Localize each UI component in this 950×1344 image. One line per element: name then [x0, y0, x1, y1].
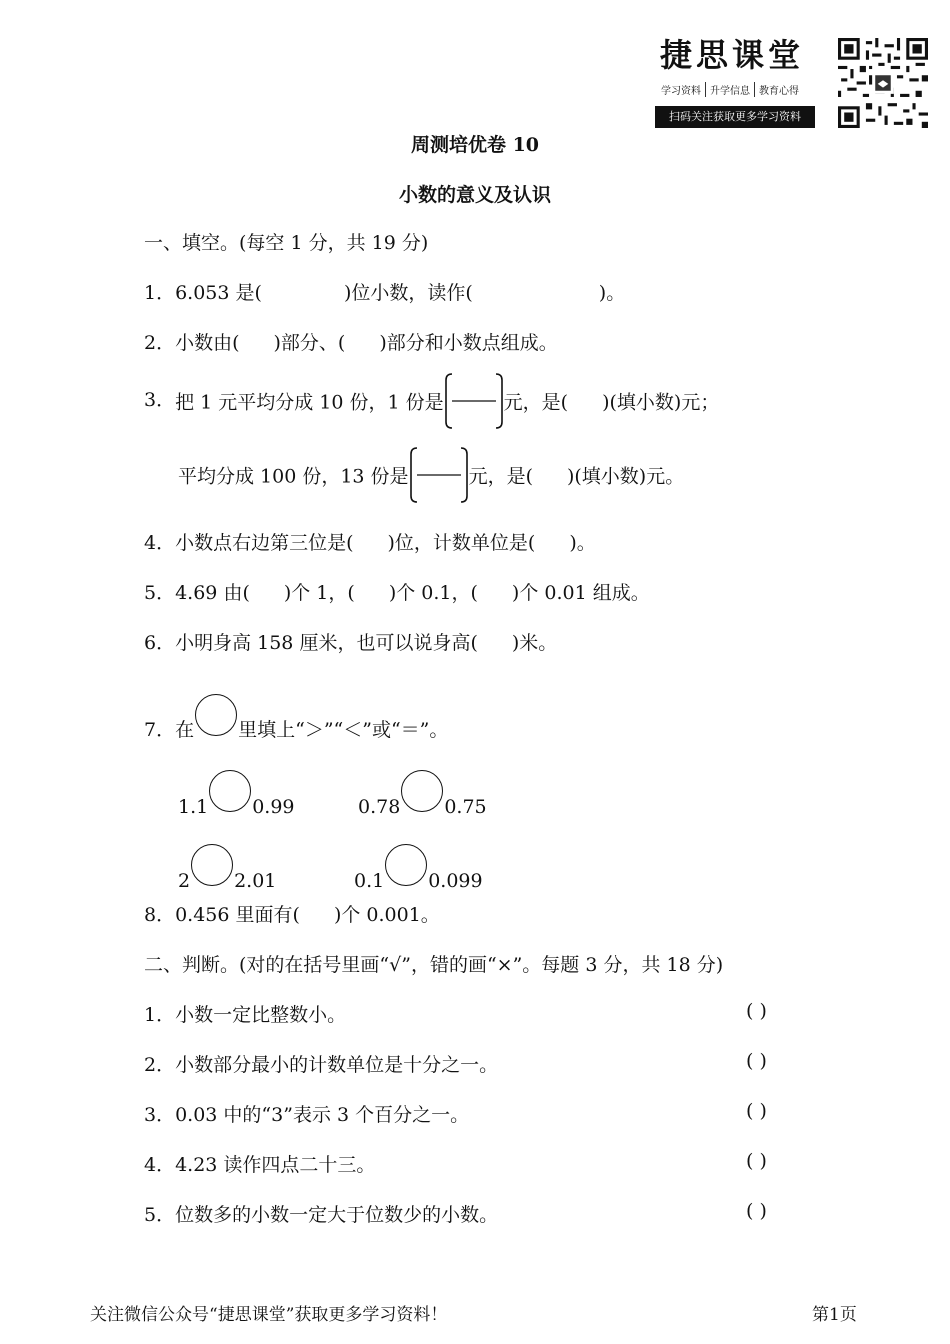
q3-text-b: 元，是( [503, 391, 569, 414]
page-title: 周测培优卷 10 [410, 134, 540, 156]
q4-text-b: )位，计数单位是( [387, 532, 536, 554]
compare-circle[interactable] [191, 844, 233, 886]
answer-bracket[interactable]: ( ) [746, 1200, 767, 1222]
q7-number: 7． [144, 719, 176, 741]
q7-text-a: 在 [175, 719, 195, 741]
q2-text-a: 小数由( [175, 332, 240, 354]
q5-text-a: 4.69 由( [175, 582, 250, 604]
compare-circle [195, 694, 237, 736]
q5-number: 5． [144, 582, 176, 604]
q3-number: 3． [144, 389, 176, 411]
q3-text-c: )(填小数)元； [602, 391, 720, 414]
q2-text-c: )部分和小数点组成。 [379, 332, 558, 354]
q4-text-c: )。 [569, 532, 596, 554]
section1-heading: 一、填空。(每空 1 分，共 19 分) [144, 232, 429, 254]
page-number: 第1页 [812, 1305, 857, 1325]
section2-heading: 二、判断。(对的在括号里画“√”，错的画“×”。每题 3 分，共 18 分) [144, 954, 724, 976]
answer-bracket[interactable]: ( ) [746, 1050, 767, 1072]
judge-item-4: 4．4.23 读作四点二十三。 [144, 1154, 376, 1176]
q2-text-b: )部分、( [273, 332, 346, 354]
compare-right: 2.01 [234, 870, 277, 892]
tag-education: 教育心得 [759, 86, 799, 97]
compare-pair [358, 776, 487, 818]
q4-number: 4． [144, 532, 176, 554]
judge-item-1: 1．小数一定比整数小。 [144, 1004, 347, 1026]
question-7 [144, 700, 448, 742]
question-3-line2 [178, 446, 684, 504]
fraction-blank [444, 372, 504, 430]
q1-text-c: )。 [598, 282, 626, 304]
question-2 [144, 328, 558, 355]
q3-text-f: )(填小数)元。 [566, 465, 685, 488]
question-1 [144, 278, 625, 305]
judge-item-3: 3．0.03 中的“3”表示 3 个百分之一。 [144, 1104, 470, 1126]
brand-logo-text: 捷思课堂 [660, 36, 805, 74]
compare-circle[interactable] [209, 770, 251, 812]
question-4 [144, 528, 596, 555]
q5-text-d: )个 0.01 组成。 [511, 582, 650, 604]
q4-text-a: 小数点右边第三位是( [175, 532, 354, 554]
scan-banner: 扫码关注获取更多学习资料 [655, 106, 815, 128]
q8-number: 8． [144, 904, 176, 926]
q8-text-b: )个 0.001。 [333, 904, 440, 926]
q3-text-a: 把 1 元平均分成 10 份，1 份是 [175, 391, 444, 414]
answer-bracket[interactable]: ( ) [746, 1150, 767, 1172]
compare-left: 0.78 [358, 796, 401, 818]
tag-study: 学习资料 [657, 82, 706, 97]
tag-admission: 升学信息 [706, 82, 755, 97]
compare-left: 1.1 [178, 796, 209, 818]
compare-right: 0.99 [252, 796, 295, 818]
compare-pair [178, 850, 276, 892]
question-5 [144, 578, 650, 605]
compare-right: 0.099 [428, 870, 483, 892]
compare-circle[interactable] [401, 770, 443, 812]
page-subtitle: 小数的意义及认识 [398, 184, 551, 206]
q5-text-c: )个 0.1，( [388, 582, 478, 604]
q2-number: 2． [144, 332, 176, 354]
q1-text-a: 6.053 是( [175, 282, 262, 304]
q6-number: 6． [144, 632, 176, 654]
q3-text-d: 平均分成 100 份，13 份是 [178, 465, 409, 488]
q3-text-e: 元，是( [468, 465, 533, 488]
question-6 [144, 628, 557, 655]
judge-item-2: 2．小数部分最小的计数单位是十分之一。 [144, 1054, 499, 1076]
question-3-line1 [144, 372, 719, 430]
q1-text-b: )位小数，读作( [343, 282, 473, 304]
compare-left: 2 [178, 870, 191, 892]
compare-pair [354, 850, 483, 892]
compare-circle[interactable] [385, 844, 427, 886]
question-8 [144, 900, 440, 927]
fraction-blank [409, 446, 469, 504]
qr-code-icon [838, 38, 928, 128]
answer-bracket[interactable]: ( ) [746, 1100, 767, 1122]
q7-text-b: 里填上“＞”“＜”或“＝”。 [238, 719, 449, 741]
footer-note: 关注微信公众号“捷思课堂”获取更多学习资料！ [90, 1305, 448, 1325]
brand-tags [657, 82, 803, 97]
compare-left: 0.1 [354, 870, 385, 892]
q8-text-a: 0.456 里面有( [175, 904, 300, 926]
q6-text-a: 小明身高 158 厘米，也可以说身高( [175, 632, 478, 654]
answer-bracket[interactable]: ( ) [746, 1000, 767, 1022]
compare-pair [178, 776, 295, 818]
q5-text-b: )个 1，( [283, 582, 355, 604]
q6-text-b: )米。 [511, 632, 558, 654]
judge-item-5: 5．位数多的小数一定大于位数少的小数。 [144, 1204, 499, 1226]
compare-right: 0.75 [444, 796, 487, 818]
q1-number: 1． [144, 282, 176, 304]
